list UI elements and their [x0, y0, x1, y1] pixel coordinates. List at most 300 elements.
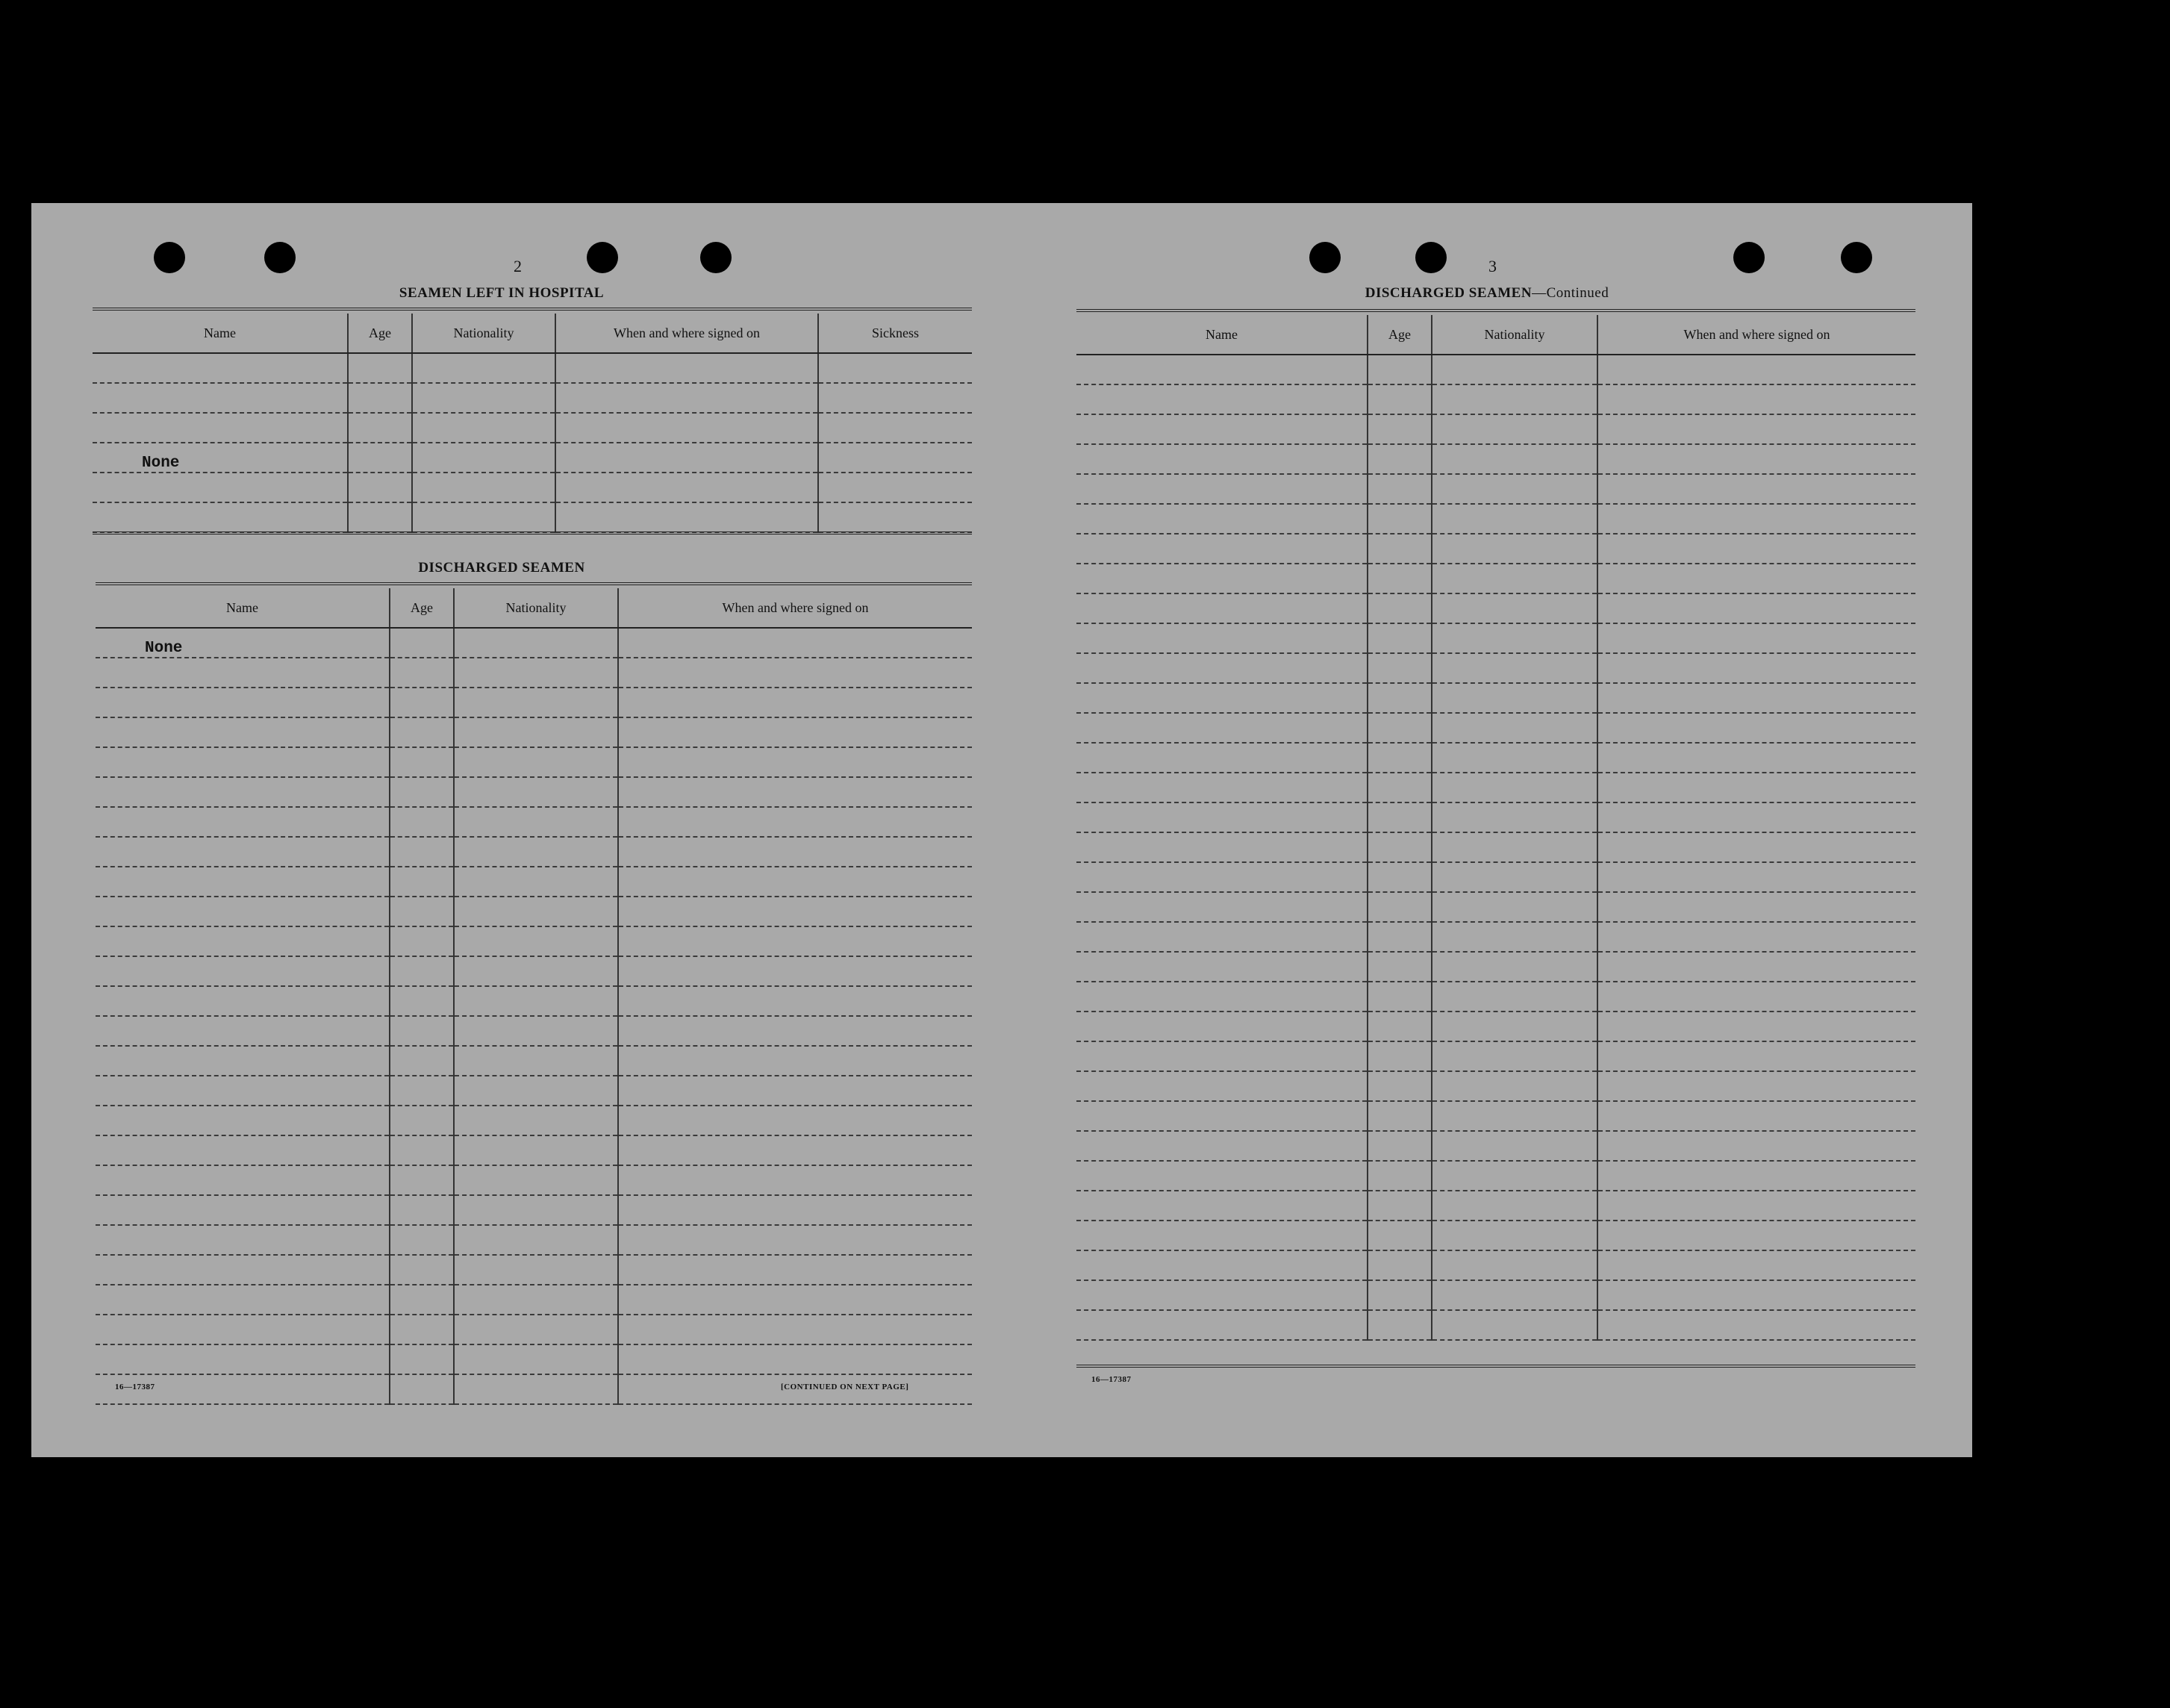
discharged-continued-table [1076, 315, 1915, 1341]
table-cell [1076, 1071, 1368, 1101]
table-cell [454, 926, 618, 956]
table-cell [96, 1106, 390, 1135]
table-cell [1432, 623, 1597, 653]
table-cell [1597, 414, 1915, 444]
column-header-signed-on: When and where signed on [1597, 315, 1915, 355]
table-cell [454, 1344, 618, 1374]
table-cell [618, 1285, 972, 1315]
table-cell [1597, 892, 1915, 922]
table-cell [454, 1076, 618, 1106]
binder-hole [1733, 242, 1765, 273]
table-cell [390, 747, 454, 777]
table-cell [390, 807, 454, 837]
table-cell [1076, 653, 1368, 683]
table-cell [96, 986, 390, 1016]
table-cell [390, 956, 454, 986]
table-cell [1076, 593, 1368, 623]
table-cell [454, 1255, 618, 1285]
table-cell [96, 837, 390, 867]
table-cell [1432, 1161, 1597, 1191]
table-cell [390, 1255, 454, 1285]
table-cell [390, 1374, 454, 1404]
table-cell [1597, 564, 1915, 593]
table-cell [1368, 1012, 1432, 1041]
table-cell [1368, 1131, 1432, 1161]
form-number: 16—17387 [115, 1383, 155, 1391]
table-row [96, 777, 972, 807]
table-cell [1368, 1161, 1432, 1191]
table-cell [1432, 952, 1597, 982]
table-cell [618, 777, 972, 807]
table-cell [1597, 444, 1915, 474]
table-cell [1432, 713, 1597, 743]
table-cell [1597, 1161, 1915, 1191]
column-header-age: Age [390, 588, 454, 628]
table-cell [618, 1315, 972, 1344]
table-row [96, 1135, 972, 1165]
table-cell [1076, 1161, 1368, 1191]
table-row [1076, 1161, 1915, 1191]
table-cell [454, 628, 618, 658]
table-row [1076, 1221, 1915, 1250]
table-cell [454, 1046, 618, 1076]
table-cell [1076, 862, 1368, 892]
table-cell [96, 1165, 390, 1195]
table-cell [618, 747, 972, 777]
table-cell [1076, 1131, 1368, 1161]
table-row [1076, 1071, 1915, 1101]
table-cell [390, 1344, 454, 1374]
table-cell [390, 1165, 454, 1195]
table-cell [390, 1106, 454, 1135]
table-cell [1368, 713, 1432, 743]
table-cell [1432, 1012, 1597, 1041]
table-cell [1432, 1280, 1597, 1310]
table-cell [390, 1046, 454, 1076]
table-cell [454, 1225, 618, 1255]
table-cell [390, 1195, 454, 1225]
table-row [1076, 802, 1915, 832]
table-cell [1597, 982, 1915, 1012]
table-cell [1597, 1071, 1915, 1101]
table-cell [1076, 1250, 1368, 1280]
table-cell [454, 1315, 618, 1344]
table-cell [1368, 564, 1432, 593]
table-cell [1432, 1131, 1597, 1161]
table-row [93, 383, 972, 413]
table-cell [618, 1135, 972, 1165]
table-cell [390, 717, 454, 747]
table-cell [1597, 683, 1915, 713]
table-row [1076, 623, 1915, 653]
table-cell [454, 777, 618, 807]
table-cell [96, 688, 390, 717]
binder-hole [1841, 242, 1872, 273]
table-cell [618, 1195, 972, 1225]
table-cell [1432, 892, 1597, 922]
table-cell [618, 1255, 972, 1285]
table-cell [1432, 593, 1597, 623]
column-header-age: Age [1368, 315, 1432, 355]
table-cell [96, 747, 390, 777]
column-header-name: Name [93, 314, 348, 353]
table-cell [1368, 355, 1432, 384]
page-number: 2 [514, 257, 522, 275]
table-row [96, 1195, 972, 1225]
table-cell [1432, 414, 1597, 444]
table-cell [1597, 1191, 1915, 1221]
column-header-sickness: Sickness [818, 314, 972, 353]
table-cell [1432, 862, 1597, 892]
table-cell [1368, 623, 1432, 653]
table-cell [454, 837, 618, 867]
discharged-entry: None [96, 628, 390, 658]
table-cell [390, 986, 454, 1016]
table-row [96, 1285, 972, 1315]
table-cell [1076, 952, 1368, 982]
table-cell [1597, 1221, 1915, 1250]
section-title-suffix: —Continued [1532, 285, 1609, 301]
table-cell [1432, 773, 1597, 802]
table-cell [1597, 922, 1915, 952]
table-row [1076, 1101, 1915, 1131]
table-row [1076, 1131, 1915, 1161]
table-row [1076, 564, 1915, 593]
table-cell [618, 658, 972, 688]
form-number: 16—17387 [1091, 1375, 1132, 1384]
table-cell [618, 837, 972, 867]
table-cell [1368, 862, 1432, 892]
table-cell [1368, 474, 1432, 504]
table-cell [1597, 952, 1915, 982]
table-cell [1597, 832, 1915, 862]
table-cell [454, 1374, 618, 1404]
table-cell [1368, 653, 1432, 683]
table-cell [1076, 1041, 1368, 1071]
table-cell [1597, 593, 1915, 623]
section-title-main: DISCHARGED SEAMEN [1365, 285, 1533, 301]
table-row [1076, 474, 1915, 504]
column-header-nationality: Nationality [1432, 315, 1597, 355]
table-cell [96, 956, 390, 986]
table-cell [390, 867, 454, 897]
table-cell [390, 897, 454, 926]
table-cell [1597, 653, 1915, 683]
table-cell [1076, 414, 1368, 444]
table-row [1076, 444, 1915, 474]
table-cell [1076, 922, 1368, 952]
table-cell [1432, 384, 1597, 414]
table-row [1076, 713, 1915, 743]
table-cell [1597, 1310, 1915, 1340]
table-cell [1076, 1101, 1368, 1131]
column-header-nationality: Nationality [412, 314, 555, 353]
table-cell [390, 688, 454, 717]
column-header-nationality: Nationality [454, 588, 618, 628]
table-cell [390, 1076, 454, 1106]
table-cell [1432, 504, 1597, 534]
table-row [1076, 982, 1915, 1012]
table-cell [1076, 355, 1368, 384]
column-header-signed-on: When and where signed on [618, 588, 972, 628]
table-cell [1368, 832, 1432, 862]
table-cell [454, 867, 618, 897]
right-page [1002, 203, 1972, 1457]
table-cell [618, 956, 972, 986]
continued-top-rule [1076, 309, 1915, 312]
table-cell [1076, 892, 1368, 922]
continued-note: [CONTINUED ON NEXT PAGE] [781, 1383, 909, 1391]
table-cell [1432, 683, 1597, 713]
table-cell [1597, 743, 1915, 773]
table-row [96, 1165, 972, 1195]
table-cell [454, 1195, 618, 1225]
table-cell [96, 867, 390, 897]
table-row [96, 1106, 972, 1135]
table-cell [390, 837, 454, 867]
table-cell [1432, 1041, 1597, 1071]
table-cell [96, 1046, 390, 1076]
table-row [96, 867, 972, 897]
table-cell [1368, 414, 1432, 444]
table-cell [390, 628, 454, 658]
table-cell [1432, 653, 1597, 683]
table-row [96, 986, 972, 1016]
table-cell [454, 1135, 618, 1165]
table-cell [1597, 1101, 1915, 1131]
table-cell [96, 926, 390, 956]
table-cell [1432, 832, 1597, 862]
binder-hole [264, 242, 296, 273]
table-cell [1597, 1280, 1915, 1310]
table-cell [1597, 623, 1915, 653]
table-cell [1076, 474, 1368, 504]
table-row [1076, 1041, 1915, 1071]
table-row [1076, 862, 1915, 892]
table-row [1076, 653, 1915, 683]
table-cell [1368, 683, 1432, 713]
binder-hole [587, 242, 618, 273]
table-cell [96, 658, 390, 688]
table-row [1076, 832, 1915, 862]
table-row [93, 443, 972, 473]
table-cell [454, 956, 618, 986]
table-cell [96, 1344, 390, 1374]
table-row [1076, 593, 1915, 623]
table-cell [1432, 1191, 1597, 1221]
table-row [93, 502, 972, 532]
table-cell [618, 628, 972, 658]
table-row [96, 717, 972, 747]
table-cell [618, 867, 972, 897]
table-row [1076, 683, 1915, 713]
table-cell [1076, 504, 1368, 534]
table-cell [1597, 713, 1915, 743]
table-cell [1368, 922, 1432, 952]
table-cell [96, 1195, 390, 1225]
table-cell [390, 777, 454, 807]
table-cell [1597, 1131, 1915, 1161]
binder-hole [700, 242, 732, 273]
table-cell [1368, 1041, 1432, 1071]
table-cell [390, 1016, 454, 1046]
table-cell [618, 1165, 972, 1195]
table-cell [96, 1076, 390, 1106]
table-cell [96, 1285, 390, 1315]
table-cell [1076, 802, 1368, 832]
table-cell [454, 986, 618, 1016]
binder-hole [1309, 242, 1341, 273]
table-cell [1076, 1310, 1368, 1340]
table-cell [1597, 862, 1915, 892]
table-cell [1076, 534, 1368, 564]
table-cell [1432, 922, 1597, 952]
table-cell [1597, 534, 1915, 564]
table-cell [454, 1106, 618, 1135]
table-row [93, 473, 972, 502]
binder-hole [1415, 242, 1447, 273]
table-cell [618, 1016, 972, 1046]
table-row [1076, 1012, 1915, 1041]
hospital-section-title: SEAMEN LEFT IN HOSPITAL [399, 285, 605, 301]
table-row [96, 1046, 972, 1076]
table-row [96, 628, 972, 658]
table-cell [1368, 982, 1432, 1012]
table-cell [1368, 952, 1432, 982]
table-cell [1368, 743, 1432, 773]
table-cell [1076, 1191, 1368, 1221]
table-row [96, 956, 972, 986]
table-cell [454, 1165, 618, 1195]
table-row [96, 658, 972, 688]
table-row [1076, 355, 1915, 384]
table-cell [1076, 773, 1368, 802]
table-cell [618, 807, 972, 837]
discharged-section-title: DISCHARGED SEAMEN [418, 560, 585, 576]
table-row [96, 837, 972, 867]
table-cell [390, 1135, 454, 1165]
table-cell [1432, 743, 1597, 773]
table-row [96, 1255, 972, 1285]
table-cell [618, 897, 972, 926]
table-cell [1597, 504, 1915, 534]
table-cell [1368, 444, 1432, 474]
table-cell [454, 658, 618, 688]
table-cell [390, 926, 454, 956]
table-cell [1432, 444, 1597, 474]
table-cell [618, 986, 972, 1016]
table-cell [618, 717, 972, 747]
table-cell [1368, 1250, 1432, 1280]
table-cell [96, 897, 390, 926]
table-row [96, 1076, 972, 1106]
table-cell [96, 1016, 390, 1046]
table-cell [1368, 1191, 1432, 1221]
table-cell [1597, 1012, 1915, 1041]
table-cell [1432, 355, 1597, 384]
table-cell [1076, 1012, 1368, 1041]
table-cell [618, 1225, 972, 1255]
table-row [1076, 414, 1915, 444]
table-cell [454, 717, 618, 747]
continued-bottom-rule [1076, 1365, 1915, 1368]
table-cell [1368, 593, 1432, 623]
table-cell [1076, 832, 1368, 862]
table-row [96, 1315, 972, 1344]
table-cell [454, 1285, 618, 1315]
table-cell [1076, 982, 1368, 1012]
table-row [1076, 504, 1915, 534]
table-row [96, 747, 972, 777]
table-cell [96, 777, 390, 807]
table-cell [96, 1225, 390, 1255]
table-row [96, 807, 972, 837]
table-cell [454, 688, 618, 717]
table-cell [1597, 474, 1915, 504]
table-cell [618, 926, 972, 956]
table-cell [1368, 534, 1432, 564]
column-header-name: Name [1076, 315, 1368, 355]
hospital-top-rule [93, 308, 972, 311]
binder-hole [154, 242, 185, 273]
table-row [1076, 1280, 1915, 1310]
table-cell [1432, 1250, 1597, 1280]
table-cell [1368, 802, 1432, 832]
discharged-table [96, 588, 972, 1405]
discharged-top-rule [96, 582, 972, 585]
table-row [93, 353, 972, 383]
table-cell [1597, 384, 1915, 414]
column-header-name: Name [96, 588, 390, 628]
table-cell [1076, 1221, 1368, 1250]
column-header-age: Age [348, 314, 412, 353]
table-cell [1076, 713, 1368, 743]
table-cell [1432, 1310, 1597, 1340]
table-cell [1076, 564, 1368, 593]
table-cell [1432, 1101, 1597, 1131]
table-cell [454, 747, 618, 777]
table-row [1076, 1191, 1915, 1221]
table-row [96, 688, 972, 717]
table-row [1076, 743, 1915, 773]
table-cell [96, 807, 390, 837]
table-cell [1368, 384, 1432, 414]
table-cell [1432, 982, 1597, 1012]
table-cell [454, 807, 618, 837]
hospital-table [93, 314, 972, 533]
table-row [96, 1344, 972, 1374]
table-cell [1432, 534, 1597, 564]
table-cell [96, 1315, 390, 1344]
table-cell [1368, 1221, 1432, 1250]
table-cell [1597, 802, 1915, 832]
table-cell [1368, 892, 1432, 922]
table-cell [1076, 683, 1368, 713]
table-cell [1368, 504, 1432, 534]
table-cell [1368, 1071, 1432, 1101]
column-header-signed-on: When and where signed on [555, 314, 818, 353]
table-cell [1368, 773, 1432, 802]
table-row [1076, 534, 1915, 564]
table-cell [1597, 1250, 1915, 1280]
table-row [1076, 892, 1915, 922]
table-cell [1432, 802, 1597, 832]
table-row [1076, 384, 1915, 414]
table-cell [1076, 623, 1368, 653]
table-cell [1368, 1310, 1432, 1340]
table-cell [1076, 1280, 1368, 1310]
table-row [1076, 952, 1915, 982]
